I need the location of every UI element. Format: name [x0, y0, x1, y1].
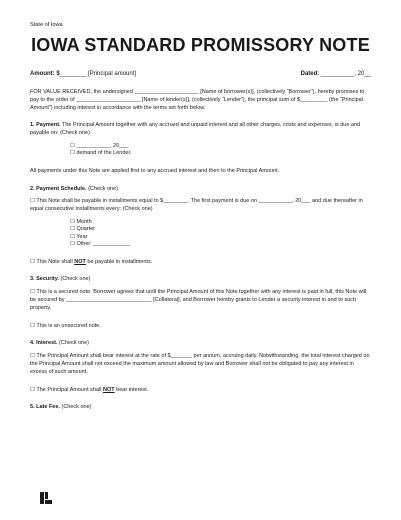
late-fee-check: (Check one)	[59, 404, 92, 411]
schedule-not-pre: ☐ This Note shall	[30, 258, 75, 265]
security-secured-text: ☐ This is a secured note. Borrower agrees that until the Principal Amount of this Note together with any interest is paid in full, this Note will be secured by ____________________________ [Collateral], and Borrower hereby grants to Lender a security interest in and to such property.	[30, 289, 367, 311]
payment-paragraph	[30, 122, 371, 138]
interest-not-post: bear interest.	[114, 386, 149, 393]
amount-blank: ________ [Principal amount]	[59, 71, 137, 77]
schedule-not-installments	[30, 259, 371, 267]
late-fee-heading: 5. Late Fee.	[30, 404, 60, 411]
schedule-option-other: ☐ Other: ____________	[70, 241, 130, 248]
schedule-not-word: NOT	[74, 258, 86, 265]
schedule-installments-text: ☐ This Note shall be payable in installments equal to $________. The first payment is due on ___________, 20___ and due thereafter in equal consecutive installments every: (Check one)	[30, 198, 363, 213]
security-unsecured-text: ☐ This is an unsecured note.	[30, 322, 101, 329]
interest-not-pre: ☐ The Principal Amount shall	[30, 386, 104, 393]
schedule-heading: 2. Payment Schedule.	[30, 185, 87, 192]
security-check: (Check one)	[58, 276, 91, 283]
interest-heading: 4. Interest.	[30, 340, 58, 347]
document-title: IOWA STANDARD PROMISSORY NOTE	[31, 35, 370, 55]
schedule-not-post: be payable in installments.	[85, 258, 153, 265]
amount-row	[30, 71, 371, 77]
dated-field	[301, 71, 371, 77]
schedule-option-month: ☐ Month	[70, 218, 92, 225]
intro-paragraph: FOR VALUE RECEIVED, the undersigned _____________________ [Name of borrower(s)], (collectively “Borrower”), hereby promises to pay to the order of _____________________ [Name of lender(s)], (collectively “Lender”), the principal sum of $_________ (the “Principal Amount”) including interest in accordance with the terms set forth below.	[30, 89, 365, 111]
schedule-heading-line	[30, 186, 371, 194]
payments-applied-text: All payments under this Note are applied first to any accrued interest and then to the Principal Amount.	[30, 167, 280, 174]
amount-label: Amount: $	[30, 71, 60, 77]
schedule-option-year: ☐ Year	[70, 233, 88, 240]
payment-option-demand: ☐ demand of the Lender.	[70, 150, 132, 157]
payment-text: The Principal Amount together with any accrued and unpaid interest and all other charges, costs and expenses, is due and payable on: (Check one)	[30, 122, 361, 137]
security-heading-line	[30, 276, 371, 284]
payment-heading: 1. Payment.	[30, 122, 61, 129]
schedule-check: (Check one)	[86, 185, 119, 192]
security-heading: 3. Security.	[30, 276, 59, 283]
dated-blank: __________, 20__	[319, 71, 371, 77]
schedule-option-quarter: ☐ Quarter	[70, 226, 96, 233]
interest-not-word: NOT	[103, 386, 115, 393]
interest-not-text	[30, 387, 371, 395]
interest-check: (Check one)	[57, 340, 90, 347]
dated-label: Dated:	[300, 71, 320, 77]
interest-heading-line	[30, 340, 371, 348]
document-logo-icon	[39, 491, 53, 505]
payment-option-date: ☐ ___________, 20___	[70, 142, 129, 149]
interest-bear-text: ☐ The Principal Amount shall bear interest at the rate of $_______ per annum, accruing daily. Notwithstanding, the total interest charged on the Principal Amount shall not exceed the maximum amount allowed by law and Borrower shall not be obligated to pay any interest in excess of such amount.	[30, 353, 370, 375]
late-fee-heading-line	[30, 404, 371, 412]
amount-field	[30, 71, 136, 77]
state-label: State of Iowa	[30, 22, 63, 28]
